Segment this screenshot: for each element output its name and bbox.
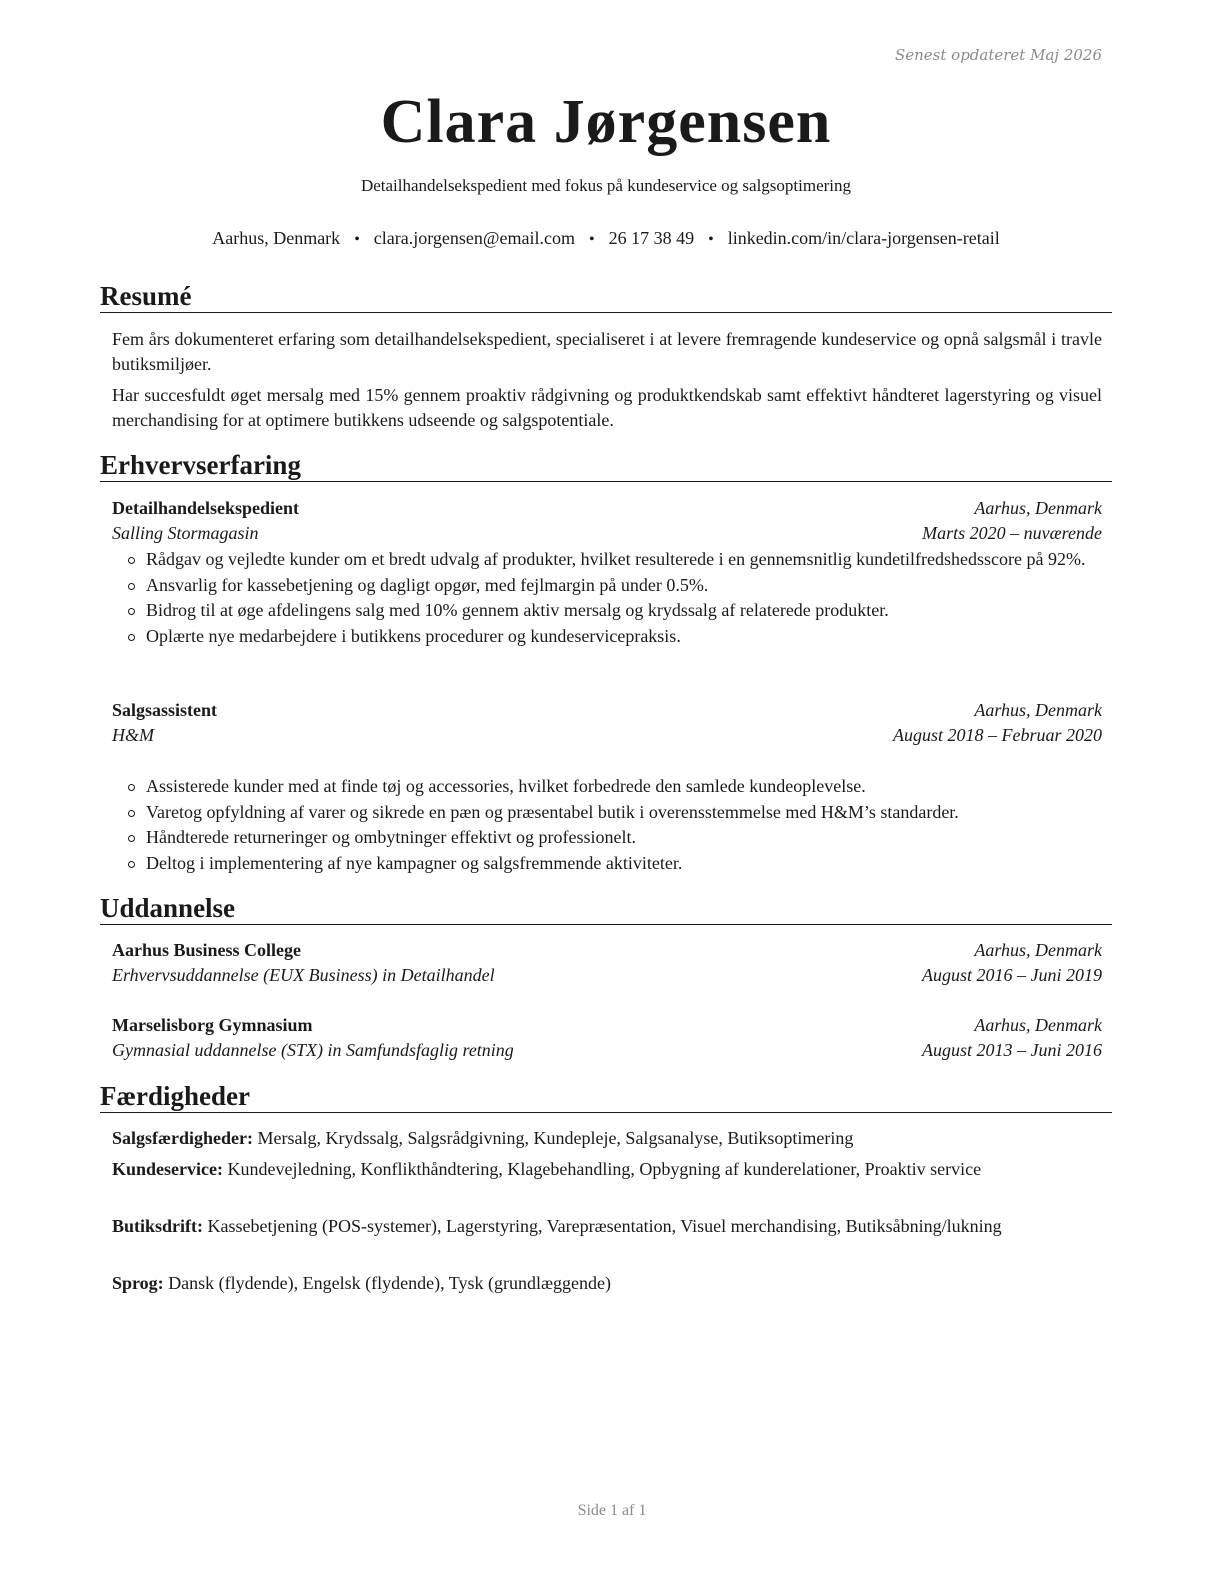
last-updated: Senest opdateret Maj 2026: [894, 46, 1102, 64]
job-entry-header: [112, 698, 1102, 748]
school-dates: August 2013 – Juni 2016: [922, 1040, 1102, 1060]
school-name: Marselisborg Gymnasium: [112, 1015, 313, 1035]
skill-line: [112, 1214, 1102, 1239]
job-dates: August 2018 – Februar 2020: [893, 725, 1102, 745]
tagline: Detailhandelsekspedient med fokus på kundeservice og salgsoptimering: [360, 176, 852, 195]
job-company: Salling Stormagasin: [112, 523, 259, 543]
candidate-name: Clara Jørgensen: [380, 88, 832, 156]
list-item: Assisterede kunder med at finde tøj og accessories, hvilket forbedrede den samlede kundeoplevelse.: [126, 774, 1104, 800]
section-title-summary: Resumé: [100, 280, 1112, 313]
page-footer: Side 1 af 1: [577, 1502, 647, 1519]
contact-email[interactable]: clara.jorgensen@email.com: [373, 228, 575, 248]
school-name: Aarhus Business College: [112, 940, 302, 960]
resume-page: [100, 0, 1112, 1584]
skill-text: Dansk (flydende), Engelsk (flydende), Tysk (grundlæggende): [168, 1273, 611, 1293]
education-entry: [112, 938, 1102, 988]
contact-phone: 26 17 38 49: [608, 228, 695, 248]
bullet-separator: •: [588, 231, 595, 248]
skill-text: Kassebetjening (POS-systemer), Lagerstyring, Varepræsentation, Visuel merchandising, Butiksåbning/lukning: [207, 1216, 1002, 1236]
skill-label: Butiksdrift:: [112, 1216, 204, 1236]
list-item: Rådgav og vejledte kunder om et bredt udvalg af produkter, hvilket resulterede i en gennemsnitlig kundetilfredshedsscore på 92%.: [126, 547, 1104, 573]
list-item: Deltog i implementering af nye kampagner og salgsfremmende aktiviteter.: [126, 851, 1104, 877]
skill-line: [112, 1157, 1102, 1182]
contact-location: Aarhus, Denmark: [212, 228, 341, 248]
education-entry: [112, 1013, 1102, 1063]
list-item: Varetog opfyldning af varer og sikrede en pæn og præsentabel butik i overensstemmelse med H&M’s standarder.: [126, 800, 1104, 826]
skill-label: Salgsfærdigheder:: [112, 1128, 253, 1148]
job-company: H&M: [112, 725, 154, 745]
skill-label: Sprog:: [112, 1273, 164, 1293]
section-title-experience: Erhvervserfaring: [100, 449, 1112, 482]
contact-line: [100, 228, 1112, 249]
job-role: Detailhandelsekspedient: [112, 498, 300, 518]
school-degree: Erhvervsuddannelse (EUX Business) in Detailhandel: [112, 965, 495, 985]
job-dates: Marts 2020 – nuværende: [922, 523, 1102, 543]
job-bullets: [126, 547, 1104, 649]
skill-text: Mersalg, Krydssalg, Salgsrådgivning, Kundepleje, Salgsanalyse, Butiksoptimering: [257, 1128, 854, 1148]
job-bullets: [126, 774, 1104, 876]
skill-line: [112, 1271, 1102, 1296]
job-role: Salgsassistent: [112, 700, 218, 720]
bullet-separator: •: [708, 231, 714, 248]
list-item: Ansvarlig for kassebetjening og dagligt opgør, med fejlmargin på under 0.5%.: [126, 573, 1104, 599]
skill-label: Kundeservice:: [112, 1159, 223, 1179]
school-location: Aarhus, Denmark: [974, 1015, 1102, 1035]
list-item: Bidrog til at øge afdelingens salg med 10% gennem aktiv mersalg og krydssalg af relaterede produkter.: [126, 598, 1104, 624]
job-location: Aarhus, Denmark: [974, 498, 1102, 518]
bullet-separator: •: [354, 231, 360, 248]
school-degree: Gymnasial uddannelse (STX) in Samfundsfaglig retning: [112, 1040, 514, 1060]
summary-paragraph: Har succesfuldt øget mersalg med 15% gennem proaktiv rådgivning og produktkendskab samt effektivt håndteret lagerstyring og visuel merchandising for at optimere butikkens udseende og salgspotentiale.: [112, 385, 1102, 430]
job-location: Aarhus, Denmark: [974, 700, 1102, 720]
contact-linkedin[interactable]: linkedin.com/in/clara-jorgensen-retail: [727, 228, 1000, 248]
section-title-education: Uddannelse: [100, 892, 1112, 925]
skill-text: Kundevejledning, Konflikthåndtering, Klagebehandling, Opbygning af kunderelationer, Proaktiv service: [227, 1159, 982, 1179]
school-location: Aarhus, Denmark: [974, 940, 1102, 960]
school-dates: August 2016 – Juni 2019: [922, 965, 1102, 985]
job-entry-header: [112, 496, 1102, 546]
list-item: Håndterede returneringer og ombytninger effektivt og professionelt.: [126, 825, 1104, 851]
summary-paragraph: Fem års dokumenteret erfaring som detailhandelsekspedient, specialiseret i at levere fremragende kundeservice og opnå salgsmål i travle butiksmiljøer.: [112, 329, 1102, 374]
skill-line: [112, 1126, 1102, 1151]
list-item: Oplærte nye medarbejdere i butikkens procedurer og kundeservicepraksis.: [126, 624, 1104, 650]
section-title-skills: Færdigheder: [100, 1080, 1112, 1113]
